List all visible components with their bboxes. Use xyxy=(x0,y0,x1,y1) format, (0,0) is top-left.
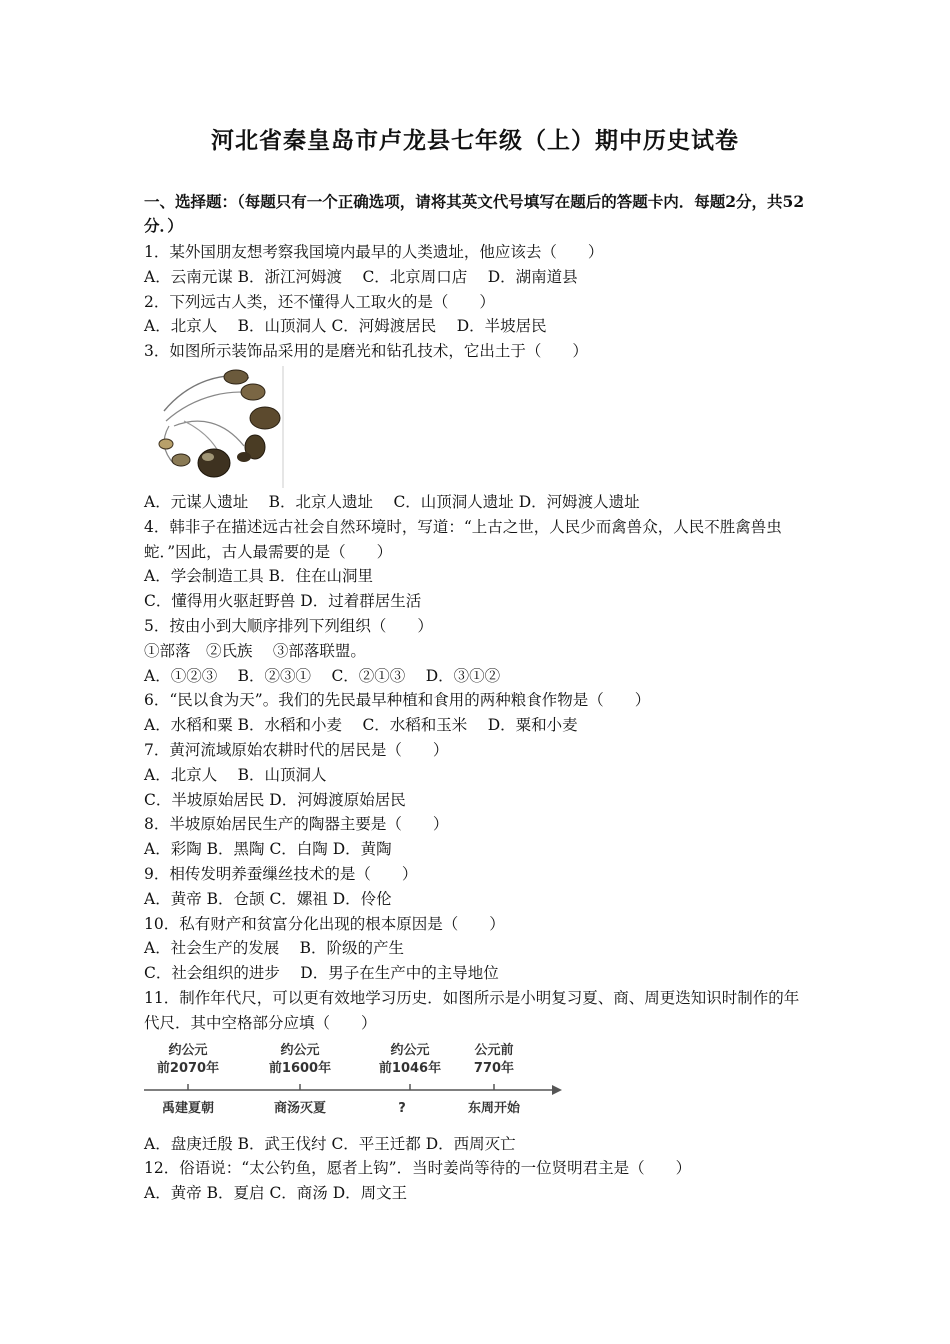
question-5-stem: 5．按由小到大顺序排列下列组织（ ） xyxy=(144,616,433,635)
tick-1-event: 禹建夏朝 xyxy=(161,1100,215,1116)
timeline-tick-1 xyxy=(157,1042,219,1116)
question-5-options: A．①②③ B．②③① C．②①③ D．③①② xyxy=(144,666,501,685)
tick-4-event: 东周开始 xyxy=(467,1100,521,1116)
tick-2-bottom: 前1600年 xyxy=(268,1060,332,1076)
question-9-options: A．黄帝 B．仓颉 C．嫘祖 D．伶伦 xyxy=(144,889,392,908)
exam-content xyxy=(144,190,806,1206)
question-10-options-1: A．社会生产的发展 B．阶级的产生 xyxy=(144,939,405,958)
tick-2-event: 商汤灭夏 xyxy=(273,1100,327,1116)
ornament-necklace-figure xyxy=(144,366,286,488)
question-12-stem: 12．俗语说：“太公钓鱼，愿者上钩”．当时姜尚等待的一位贤明君主是（ ） xyxy=(144,1159,692,1178)
timeline-tick-3 xyxy=(379,1042,441,1116)
question-4-options-2: C．懂得用火驱赶野兽 D．过着群居生活 xyxy=(144,592,422,611)
question-6-stem: 6．“民以食为天”。我们的先民最早种植和食用的两种粮食作物是（ ） xyxy=(144,691,651,710)
tick-4-bottom: 770年 xyxy=(473,1060,515,1076)
page-title: 河北省秦皇岛市卢龙县七年级（上）期中历史试卷 xyxy=(211,128,739,154)
question-1-stem: 1．某外国朋友想考察我国境内最早的人类遗址，他应该去（ ） xyxy=(144,243,604,261)
question-7-options-1: A．北京人 B．山顶洞人 xyxy=(144,765,327,784)
timeline-tick-2 xyxy=(269,1042,331,1116)
question-10-stem: 10．私有财产和贫富分化出现的根本原因是（ ） xyxy=(144,914,505,933)
question-11-stem: 11．制作年代尺，可以更有效地学习历史．如图所示是小明复习夏、商、周更迭知识时制作的年代尺．其中空格部分应填（ ） xyxy=(144,988,800,1032)
question-3-options: A．元谋人遗址 B．北京人遗址 C．山顶洞人遗址 D．河姆渡人遗址 xyxy=(144,492,640,511)
tick-3-event: ? xyxy=(398,1100,406,1116)
timeline-tick-4 xyxy=(468,1042,521,1116)
question-12-options: A．黄帝 B．夏启 C．商汤 D．周文王 xyxy=(144,1184,408,1203)
question-5-items: ①部落 ②氏族 ③部落联盟。 xyxy=(144,641,366,660)
tick-2-top: 约公元 xyxy=(280,1042,320,1058)
question-9-stem: 9．相传发明养蚕缫丝技术的是（ ） xyxy=(144,864,418,883)
question-4-stem: 4．韩非子在描述远古社会自然环境时，写道：“上古之世，人民少而禽兽众，人民不胜禽兽虫蛇．”因此，古人最需要的是（ ） xyxy=(144,517,782,561)
tick-4-top: 公元前 xyxy=(474,1042,514,1058)
tick-1-top: 约公元 xyxy=(168,1042,208,1058)
question-6-options: A．水稻和粟 B．水稻和小麦 C．水稻和玉米 D．粟和小麦 xyxy=(144,716,578,735)
question-1-options: A．云南元谋 B．浙江河姆渡 C．北京周口店 D．湖南道县 xyxy=(144,267,578,286)
timeline-figure xyxy=(144,1040,564,1122)
question-2-stem: 2．下列远古人类，还不懂得人工取火的是（ ） xyxy=(144,292,495,311)
tick-3-bottom: 前1046年 xyxy=(378,1060,442,1076)
question-3-stem: 3．如图所示装饰品采用的是磨光和钻孔技术，它出土于（ ） xyxy=(144,342,588,361)
question-2-options: A．北京人 B．山顶洞人 C．河姆渡居民 D．半坡居民 xyxy=(144,317,547,336)
timeline-arrow-icon xyxy=(552,1085,562,1095)
question-7-options-2: C．半坡原始居民 D．河姆渡原始居民 xyxy=(144,790,406,809)
tick-1-bottom: 前2070年 xyxy=(156,1060,220,1076)
question-10-options-2: C．社会组织的进步 D．男子在生产中的主导地位 xyxy=(144,964,499,983)
question-7-stem: 7．黄河流域原始农耕时代的居民是（ ） xyxy=(144,740,449,759)
question-11-options: A．盘庚迁殷 B．武王伐纣 C．平王迁都 D．西周灭亡 xyxy=(144,1134,516,1153)
question-8-stem: 8．半坡原始居民生产的陶器主要是（ ） xyxy=(144,815,449,834)
question-8-options: A．彩陶 B．黑陶 C．白陶 D．黄陶 xyxy=(144,840,392,859)
section-heading: 一、选择题：（每题只有一个正确选项，请将其英文代号填写在题后的答题卡内．每题2分，共52分．） xyxy=(144,192,805,235)
question-4-options-1: A．学会制造工具 B．住在山洞里 xyxy=(144,567,374,586)
tick-3-top: 约公元 xyxy=(390,1042,430,1058)
